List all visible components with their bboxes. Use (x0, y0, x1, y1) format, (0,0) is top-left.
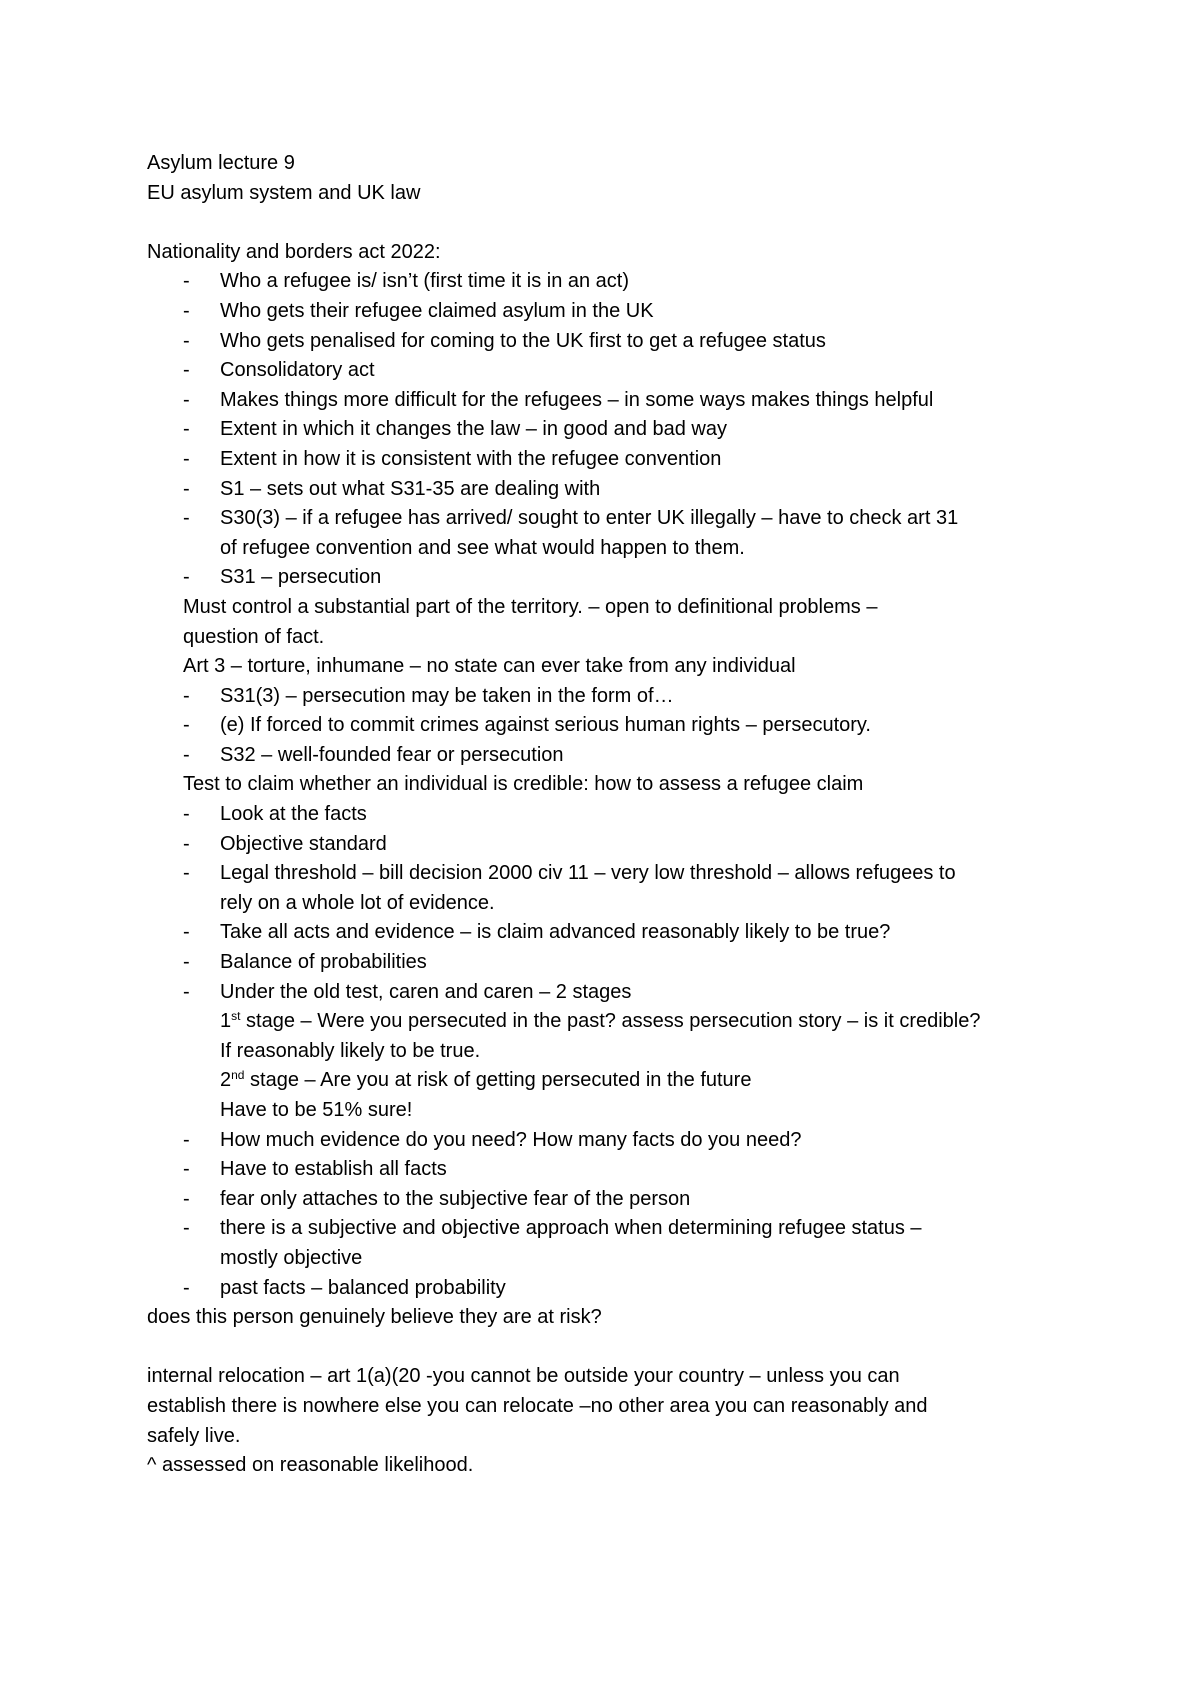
list-item: - Legal threshold – bill decision 2000 civ 11 – very low threshold – allows refugees to (147, 859, 1087, 889)
bullet-marker: - (183, 1276, 190, 1299)
section-heading: Nationality and borders act 2022: (147, 240, 441, 263)
blank-line (147, 1333, 1087, 1363)
document-body (147, 149, 1087, 1481)
list-item: - S31 – persecution (147, 563, 1087, 593)
bullet-marker: - (183, 832, 190, 855)
bullet-marker: - (183, 803, 190, 826)
bullet-marker: - (183, 921, 190, 944)
list-item-continuation: rely on a whole lot of evidence. (220, 891, 495, 914)
list-item: - Take all acts and evidence – is claim advanced reasonably likely to be true? (147, 918, 1087, 948)
list-item: - past facts – balanced probability (147, 1274, 1087, 1304)
bullet-marker: - (183, 270, 190, 293)
paragraph: internal relocation – art 1(a)(20 -you cannot be outside your country – unless you can (147, 1365, 900, 1388)
paragraph: establish there is nowhere else you can relocate –no other area you can reasonably and (147, 1394, 928, 1417)
bullet-marker: - (183, 359, 190, 382)
bullet-marker: - (183, 862, 190, 885)
list-item: - S32 – well-founded fear or persecution (147, 741, 1087, 771)
bullet-marker: - (183, 566, 190, 589)
paragraph: Must control a substantial part of the territory. – open to definitional problems – (183, 595, 878, 618)
list-item: - Look at the facts (147, 800, 1087, 830)
paragraph: question of fact. (183, 625, 325, 648)
bullet-marker: - (183, 1187, 190, 1210)
bullet-marker: - (183, 714, 190, 737)
list-item: - Under the old test, caren and caren – 2 stages (147, 978, 1087, 1008)
bullet-marker: - (183, 951, 190, 974)
list-item: - Extent in which it changes the law – in good and bad way (147, 415, 1087, 445)
list-item: - there is a subjective and objective approach when determining refugee status – (147, 1214, 1087, 1244)
list-item: - Consolidatory act (147, 356, 1087, 386)
list-item: - Have to establish all facts (147, 1155, 1087, 1185)
stage-two-line: 2nd stage – Are you at risk of getting persecuted in the future (220, 1068, 752, 1092)
stage-one-line: 1st stage – Were you persecuted in the past? assess persecution story – is it credible? (220, 1009, 981, 1033)
paragraph: safely live. (147, 1424, 241, 1447)
bullet-marker: - (183, 507, 190, 530)
list-item: - Objective standard (147, 830, 1087, 860)
list-item: - S1 – sets out what S31-35 are dealing with (147, 475, 1087, 505)
list-item: - Who gets their refugee claimed asylum in the UK (147, 297, 1087, 327)
list-item: - Who a refugee is/ isn’t (first time it is in an act) (147, 267, 1087, 297)
paragraph: Test to claim whether an individual is credible: how to assess a refugee claim (183, 773, 864, 796)
list-item: - Who gets penalised for coming to the UK first to get a refugee status (147, 327, 1087, 357)
bullet-marker: - (183, 388, 190, 411)
list-item: - Makes things more difficult for the refugees – in some ways makes things helpful (147, 386, 1087, 416)
bullet-marker: - (183, 1158, 190, 1181)
list-item: - How much evidence do you need? How many facts do you need? (147, 1126, 1087, 1156)
document-subtitle: EU asylum system and UK law (147, 181, 421, 204)
list-item: - S31(3) – persecution may be taken in the form of… (147, 682, 1087, 712)
list-item: - fear only attaches to the subjective fear of the person (147, 1185, 1087, 1215)
list-item-continuation: Have to be 51% sure! (220, 1099, 413, 1121)
bullet-marker: - (183, 743, 190, 766)
list-item: - Balance of probabilities (147, 948, 1087, 978)
list-item-continuation: If reasonably likely to be true. (220, 1039, 481, 1062)
list-item: - S30(3) – if a refugee has arrived/ sought to enter UK illegally – have to check art 31 (147, 504, 1087, 534)
paragraph: ^ assessed on reasonable likelihood. (147, 1454, 474, 1477)
bullet-marker: - (183, 1128, 190, 1151)
paragraph: does this person genuinely believe they are at risk? (147, 1306, 602, 1329)
document-title: Asylum lecture 9 (147, 152, 295, 174)
paragraph: Art 3 – torture, inhumane – no state can ever take from any individual (183, 655, 796, 678)
list-item: - (e) If forced to commit crimes against serious human rights – persecutory. (147, 711, 1087, 741)
bullet-marker: - (183, 477, 190, 500)
list-item-continuation: of refugee convention and see what would happen to them. (220, 536, 745, 559)
list-item: - Extent in how it is consistent with the refugee convention (147, 445, 1087, 475)
bullet-marker: - (183, 1217, 190, 1240)
bullet-marker: - (183, 447, 190, 470)
bullet-marker: - (183, 299, 190, 322)
bullet-marker: - (183, 684, 190, 707)
bullet-marker: - (183, 418, 190, 441)
bullet-marker: - (183, 980, 190, 1003)
bullet-marker: - (183, 329, 190, 352)
list-item-continuation: mostly objective (220, 1246, 363, 1269)
blank-line (147, 208, 1087, 238)
